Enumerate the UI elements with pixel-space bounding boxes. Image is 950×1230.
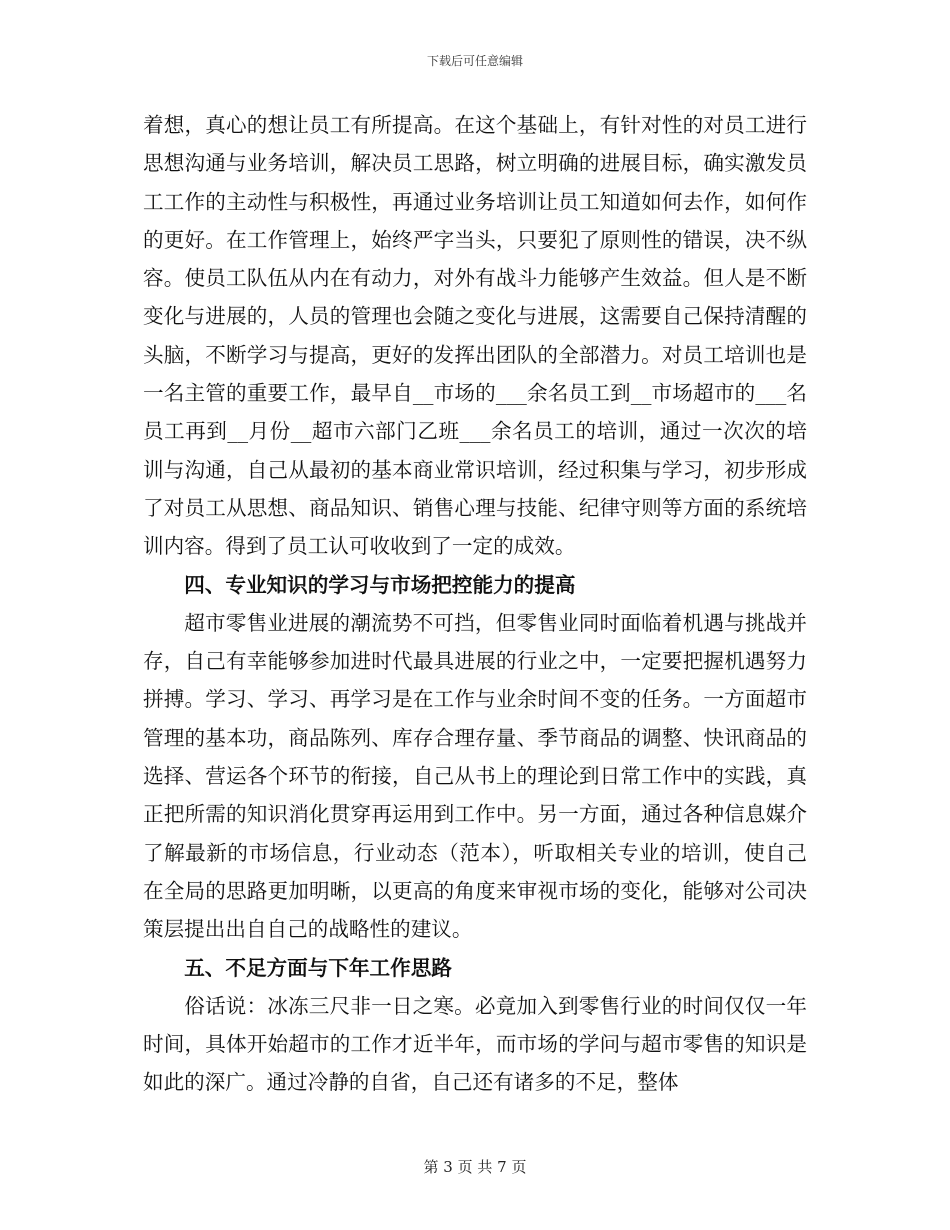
section-heading-shortcomings: 五、不足方面与下年工作思路 bbox=[184, 955, 452, 980]
page-number: 第 3 页 共 7 页 bbox=[423, 1158, 527, 1176]
paragraph-professional-knowledge: 超市零售业进展的潮流势不可挡，但零售业同时面临着机遇与挑战并存，自己有幸能够参加进时代最具进展的行业之中，一定要把握机遇努力拼搏。学习、学习、再学习是在工作与业余时间不变的任务。一方面超市管理的基本功，商品陈列、库存合理存量、季节商品的调整、快讯商品的选择、营运各个环节的衔接，自己从书上的理论到日常工作中的实践，真正把所需的知识消化贯穿再运用到工作中。另一方面，通过各种信息媒介了解最新的市场信息，行业动态（范本），听取相关专业的培训，使自己在全局的思路更加明晰，以更高的角度来审视市场的变化，能够对公司决策层提出出自自己的战略性的建议。 bbox=[143, 610, 807, 942]
page-header: 下载后可任意编辑 bbox=[426, 54, 523, 68]
section-heading-professional-knowledge: 四、专业知识的学习与市场把控能力的提高 bbox=[184, 572, 576, 597]
paragraph-shortcomings: 俗话说：冰冻三尺非一日之寒。必竟加入到零售行业的时间仅仅一年时间，具体开始超市的工作才近半年，而市场的学问与超市零售的知识是如此的深广。通过冷静的自省，自己还有诸多的不足，整体 bbox=[143, 993, 807, 1095]
paragraph-staff-training: 着想，真心的想让员工有所提高。在这个基础上，有针对性的对员工进行思想沟通与业务培训，解决员工思路，树立明确的进展目标，确实激发员工工作的主动性与积极性，再通过业务培训让员工知道如何去作，如何作的更好。在工作管理上，始终严字当头，只要犯了原则性的错误，决不纵容。使员工队伍从内在有动力，对外有战斗力能够产生效益。但人是不断变化与进展的，人员的管理也会随之变化与进展，这需要自己保持清醒的头脑，不断学习与提高，更好的发挥出团队的全部潜力。对员工培训也是一名主管的重要工作，最早自__市场的___余名员工到__市场超市的___名员工再到__月份__超市六部门乙班___余名员工的培训，通过一次次的培训与沟通，自己从最初的基本商业常识培训，经过积集与学习，初步形成了对员工从思想、商品知识、销售心理与技能、纪律守则等方面的系统培训内容。得到了员工认可收收到了一定的成效。 bbox=[143, 113, 807, 559]
document-body bbox=[143, 106, 807, 1102]
